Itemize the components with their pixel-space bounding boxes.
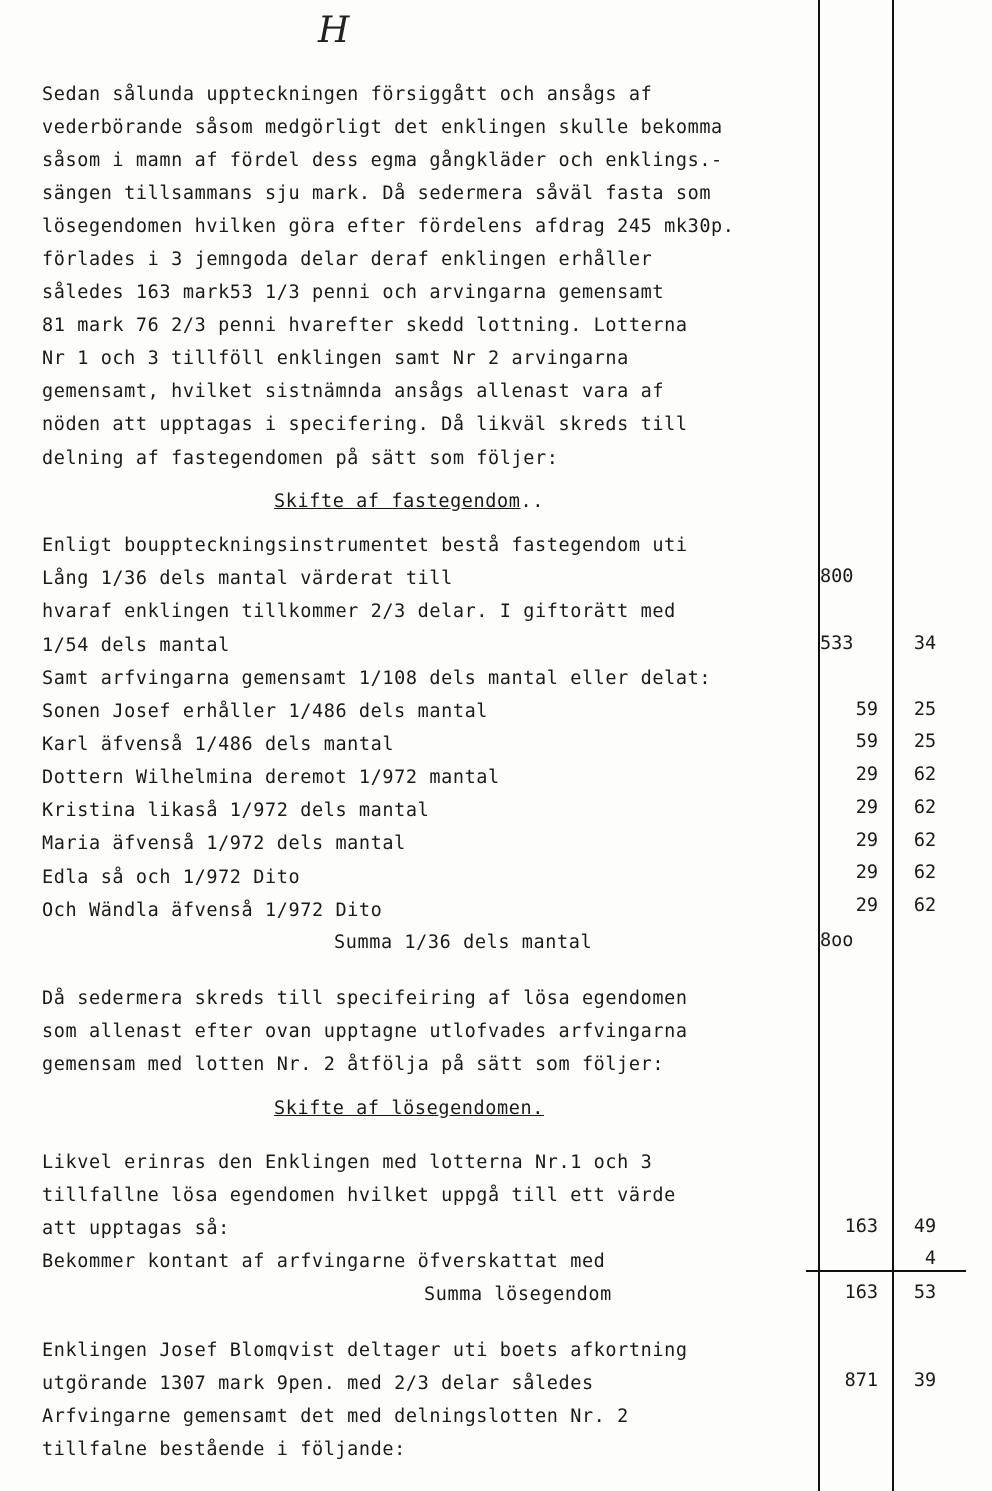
text-line: nöden att upptagas i specifering. Då likväl skreds till (42, 414, 688, 435)
table-row-text: Bekommer kontant af arfvingarne öfverskattat med (42, 1251, 606, 1272)
table-cell-penni: 62 (913, 830, 937, 851)
text-line: Enligt bouppteckningsinstrumentet bestå fastegendom uti (42, 535, 688, 556)
table-cell-mark: 29 (855, 895, 878, 916)
text-line: Sedan sålunda uppteckningen försiggått och ansågs af (42, 84, 653, 105)
table-cell-penni: 25 (913, 699, 937, 720)
text-line: gemensam med lotten Nr. 2 åtfölja på sätt som följer: (42, 1054, 665, 1075)
table-row-text: 1/54 dels mantal (42, 635, 230, 656)
text-line: som allenast efter ovan upptagne utlofvades arfvingarna (42, 1021, 688, 1042)
table-cell-penni: 62 (913, 895, 937, 916)
table-cell-mark: 59 (855, 699, 878, 720)
table-cell-mark: 29 (855, 862, 878, 883)
table-cell-mark: 800 (820, 566, 854, 587)
table-cell-penni: 34 (913, 633, 937, 654)
text-line: Enklingen Josef Blomqvist deltager uti boets afkortning (42, 1340, 688, 1361)
table-cell-mark: 871 (844, 1370, 878, 1391)
table-cell-mark: 29 (855, 797, 878, 818)
table-row-text: Dottern Wilhelmina deremot 1/972 mantal (42, 767, 500, 788)
text-line: förlades i 3 jemngoda delar deraf enklingen erhåller (42, 249, 653, 270)
table-row-text: Karl äfvenså 1/486 dels mantal (42, 734, 395, 755)
summa-penni: 53 (913, 1282, 937, 1303)
heading-suffix: .. (520, 491, 544, 512)
text-line: Likvel erinras den Enklingen med lotterna Nr.1 och 3 (42, 1152, 653, 1173)
table-cell-penni: 25 (913, 731, 937, 752)
table-cell-penni: 49 (913, 1216, 937, 1237)
heading-suffix: . (532, 1098, 544, 1119)
text-line: tillfalne bestående i följande: (42, 1439, 406, 1460)
table-row-text: Sonen Josef erhåller 1/486 dels mantal (42, 701, 489, 722)
table-cell-mark: 29 (855, 764, 878, 785)
table-cell-penni: 62 (913, 764, 937, 785)
text-line: lösegendomen hvilken göra efter fördelens afdrag 245 mk30p. (42, 216, 735, 237)
table-row-text: Kristina likaså 1/972 dels mantal (42, 800, 430, 821)
table-cell-penni: 62 (913, 862, 937, 883)
table-row-text: Maria äfvenså 1/972 dels mantal (42, 833, 406, 854)
table-cell-penni: 4 (924, 1248, 936, 1269)
text-line: delning af fastegendomen på sätt som följer: (42, 448, 559, 469)
text-line: såsom i mamn af fördel dess egma gångkläder och enklings.- (42, 150, 723, 171)
column-rule-right (892, 0, 894, 1491)
summa-line: Summa 1/36 dels mantal (334, 932, 593, 953)
table-cell-mark: 163 (844, 1216, 878, 1237)
table-cell-mark: 533 (820, 633, 854, 654)
table-row-text: att upptagas så: (42, 1218, 230, 1239)
heading-text: Skifte af lösegendomen (274, 1098, 533, 1119)
table-cell-mark: 59 (855, 731, 878, 752)
text-line: 81 mark 76 2/3 penni hvarefter skedd lottning. Lotterna (42, 315, 688, 336)
table-row-text: Lång 1/36 dels mantal värderat till (42, 568, 453, 589)
summa-mark: 8oo (820, 930, 854, 951)
text-line: vederbörande såsom medgörligt det enklingen skulle bekomma (42, 117, 723, 138)
summa-mark: 163 (844, 1282, 878, 1303)
text-line: således 163 mark53 1/3 penni och arvingarna gemensamt (42, 282, 665, 303)
table-cell-penni: 39 (913, 1370, 937, 1391)
text-line: Arfvingarne gemensamt det med delningslotten Nr. 2 (42, 1406, 629, 1427)
table-row-text: Samt arfvingarna gemensamt 1/108 dels mantal eller delat: (42, 668, 712, 689)
table-cell-penni: 62 (913, 797, 937, 818)
text-line: tillfallne lösa egendomen hvilket uppgå till ett värde (42, 1185, 676, 1206)
sum-rule (806, 1270, 966, 1272)
text-line: Nr 1 och 3 tillföll enklingen samt Nr 2 arvingarna (42, 348, 629, 369)
table-row-text: hvaraf enklingen tillkommer 2/3 delar. I giftorätt med (42, 601, 676, 622)
section-heading-fastegendom (0, 491, 818, 513)
text-line: sängen tillsammans sju mark. Då sedermera såväl fasta som (42, 183, 712, 204)
table-row-text: Och Wändla äfvenså 1/972 Dito (42, 900, 383, 921)
section-heading-losegendom (0, 1098, 818, 1120)
text-line: Då sedermera skreds till specifeiring af lösa egendomen (42, 988, 688, 1009)
summa-line: Summa lösegendom (424, 1284, 612, 1305)
text-line: utgörande 1307 mark 9pen. med 2/3 delar således (42, 1373, 594, 1394)
heading-text: Skifte af fastegendom (274, 491, 521, 512)
text-line: gemensamt, hvilket sistnämnda ansågs allenast vara af (42, 381, 665, 402)
page-mark: H (318, 10, 350, 51)
table-cell-mark: 29 (855, 830, 878, 851)
table-row-text: Edla så och 1/972 Dito (42, 867, 301, 888)
